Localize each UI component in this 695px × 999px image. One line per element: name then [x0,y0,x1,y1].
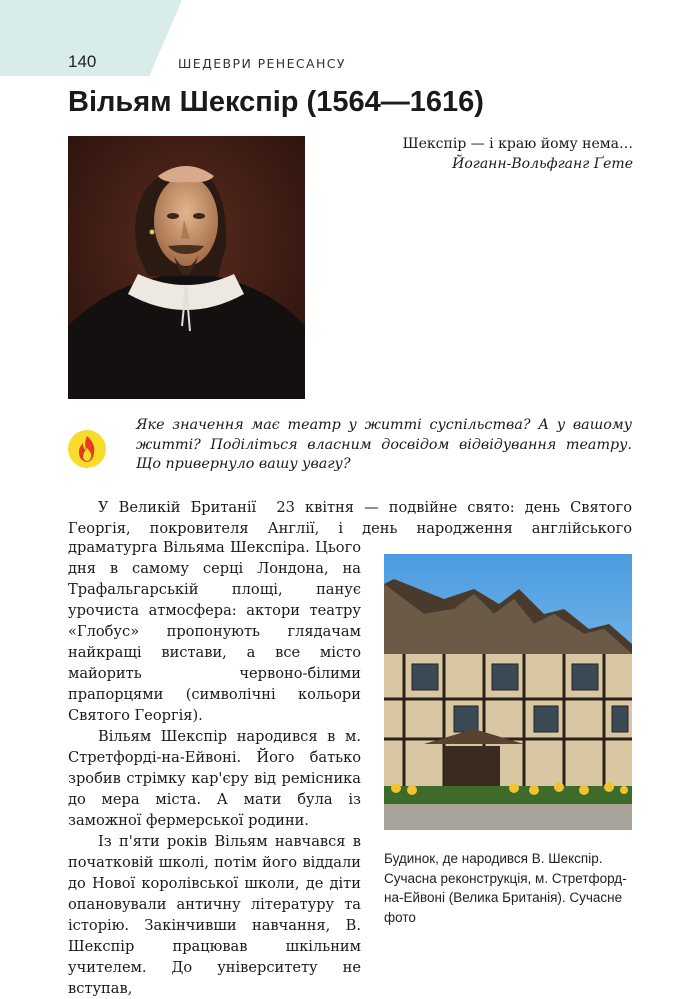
epigraph-quote: Шекспір — і краю йому нема… [402,136,633,152]
page-number: 140 [68,52,97,71]
paragraph-3: Із п'яти років Вільям навчався в початковій школі, потім його віддали до Нової королівської школи, де діти опановували античну літературу та історію. Закінчивши навчання, В. Шекспір працював шкільним учителем. До університету не вступав, [68,833,361,997]
text-column [68,537,361,999]
photo-caption: Будинок, де народився В. Шекспір. Сучасна реконструкція, м. Стретфорд-на-Ейвоні (Велика Британія). Сучасне фото [384,851,627,925]
paragraph-2: Вільям Шекспір народився в м. Стретфорді-на-Ейвоні. Його батько зробив стрімку кар'єру від ремісника до мера міста. А мати була із заможної фермерської родини. [68,728,361,829]
page-title: Вільям Шекспір (1564—1616) [68,86,484,118]
discussion-question: Яке значення має театр у житті суспільства? А у вашому житті? Поділіться власним досвідом відвідування театру. Що привернуло вашу увагу? [136,417,632,473]
section-title: ШЕДЕВРИ РЕНЕСАНСУ [178,56,346,71]
paragraph-1-continued: драматурга Вільяма Шекспіра. Цього дня в самому серці Лондона, на Трафальгарській площі, панує урочиста атмосфера: актори театру «Глобус» пропонують глядачам найкращі вистави, а все місто майорить червоно-білими прапорцями (символічні кольори Святого Георгія). [68,539,361,724]
epigraph [403,134,633,174]
house-photo [384,554,632,830]
paragraph-1: У Великій Британії 23 квітня — подвійне свято: день Святого Георгія, покровителя Англії, і день народження англійського [68,499,632,537]
shakespeare-portrait [68,136,305,399]
epigraph-author: Йоганн-Вольфганг Ґете [452,156,633,172]
flame-icon [67,429,107,469]
